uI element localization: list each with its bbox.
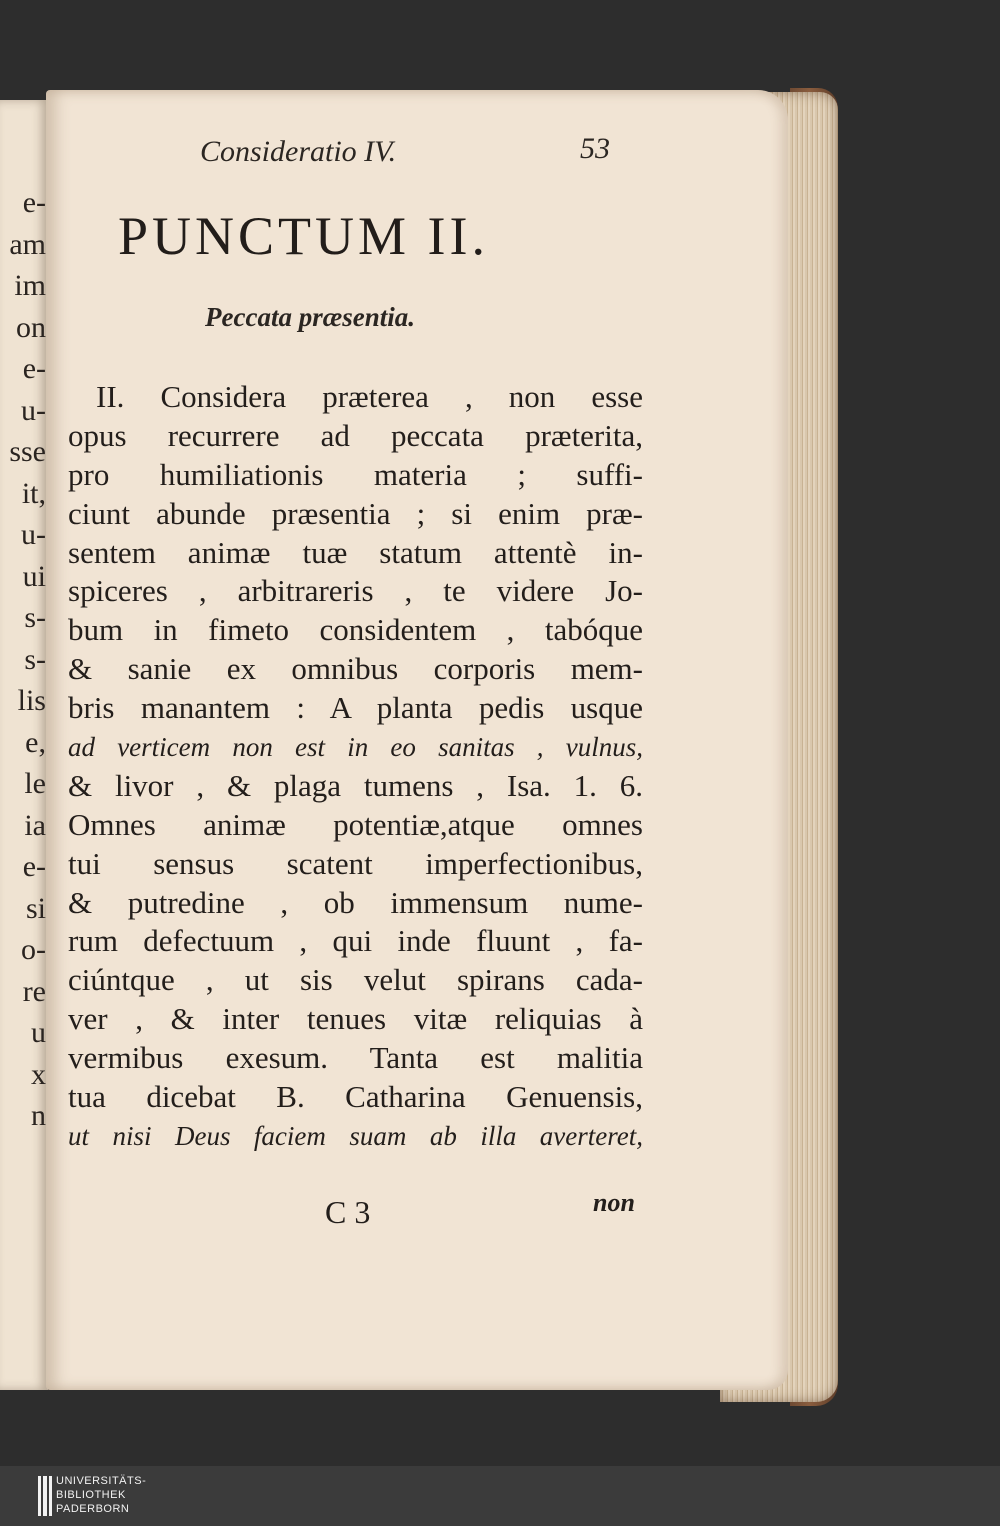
running-head: Consideratio IV. bbox=[200, 135, 397, 168]
library-logo-text bbox=[56, 1474, 146, 1516]
text-line: tui sensus scatent imperfectionibus, bbox=[68, 845, 643, 881]
page-title: PUNCTUM II. bbox=[118, 206, 490, 266]
logo-line: PADERBORN bbox=[56, 1503, 130, 1515]
body-text bbox=[68, 378, 643, 1156]
page-number: 53 bbox=[580, 132, 610, 165]
text-line: ciúntque , ut sis velut spirans cada- bbox=[68, 962, 643, 998]
footer-bar bbox=[0, 1466, 1000, 1526]
text-line: & livor , & plaga tumens , Isa. 1. 6. bbox=[68, 767, 643, 803]
text-line: ad verticem non est in eo sanitas , vulnus, bbox=[68, 732, 643, 763]
left-page-fragment: sse bbox=[9, 435, 46, 468]
left-page-fragment: e- bbox=[22, 352, 46, 385]
left-page-fragment: e, bbox=[25, 725, 46, 759]
left-page-fragment: s- bbox=[24, 642, 46, 676]
left-page-fragment: n bbox=[31, 1099, 46, 1132]
left-page-fragment: ui bbox=[22, 559, 46, 593]
text-line: Omnes animæ potentiæ,atque omnes bbox=[68, 806, 643, 842]
text-line: tua dicebat B. Catharina Genuensis, bbox=[68, 1079, 643, 1115]
text-line: spiceres , arbitrareris , te videre Jo- bbox=[68, 573, 643, 609]
library-logo-icon bbox=[38, 1476, 52, 1516]
left-page-fragment: e- bbox=[22, 186, 46, 219]
catchword: non bbox=[593, 1188, 635, 1217]
left-page-fragment: it, bbox=[21, 476, 46, 510]
left-page-fragment: o- bbox=[21, 933, 46, 966]
text-line: rum defectuum , qui inde fluunt , fa- bbox=[68, 923, 643, 959]
text-line: opus recurrere ad peccata præterita, bbox=[68, 417, 643, 453]
text-line: ver , & inter tenues vitæ reliquias à bbox=[68, 1001, 643, 1037]
left-page-fragment: ia bbox=[24, 808, 46, 842]
logo-line: UNIVERSITÄTS- bbox=[56, 1475, 147, 1487]
left-page-fragment: e- bbox=[22, 850, 46, 883]
text-line: & sanie ex omnibus corporis mem- bbox=[68, 651, 643, 687]
text-line: ut nisi Deus faciem suam ab illa averteret, bbox=[68, 1120, 643, 1151]
left-page-fragment: u- bbox=[21, 393, 46, 427]
text-line: pro humiliationis materia ; suffi- bbox=[68, 456, 643, 492]
left-page-fragment: x bbox=[31, 1057, 46, 1091]
text-line: & putredine , ob immensum nume- bbox=[68, 884, 643, 920]
left-page-fragment: s- bbox=[24, 601, 46, 634]
left-page-fragment: le bbox=[24, 767, 46, 800]
text-line: vermibus exesum. Tanta est malitia bbox=[68, 1040, 643, 1076]
text-line: bum in fimeto considentem , tabóque bbox=[68, 612, 643, 648]
logo-line: BIBLIOTHEK bbox=[56, 1489, 126, 1501]
left-page-fragment: on bbox=[16, 310, 46, 344]
text-line: sentem animæ tuæ statum attentè in- bbox=[68, 534, 643, 570]
left-page-fragment: re bbox=[22, 974, 46, 1008]
left-page-fragment: u- bbox=[21, 518, 46, 551]
text-line: ciunt abunde præsentia ; si enim præ- bbox=[68, 495, 643, 531]
text-line: II. Considera præterea , non esse bbox=[96, 379, 643, 414]
left-page-fragment: u bbox=[31, 1016, 46, 1049]
left-page-sliver bbox=[0, 100, 48, 1390]
section-subtitle: Peccata præsentia. bbox=[205, 302, 415, 332]
left-page-fragment: si bbox=[25, 891, 46, 925]
left-page-fragment: am bbox=[9, 227, 46, 261]
text-line: bris manantem : A planta pedis usque bbox=[68, 690, 643, 726]
left-page-fragment: lis bbox=[17, 684, 46, 717]
signature-mark: C 3 bbox=[325, 1194, 371, 1230]
left-page-fragment: im bbox=[14, 269, 46, 302]
